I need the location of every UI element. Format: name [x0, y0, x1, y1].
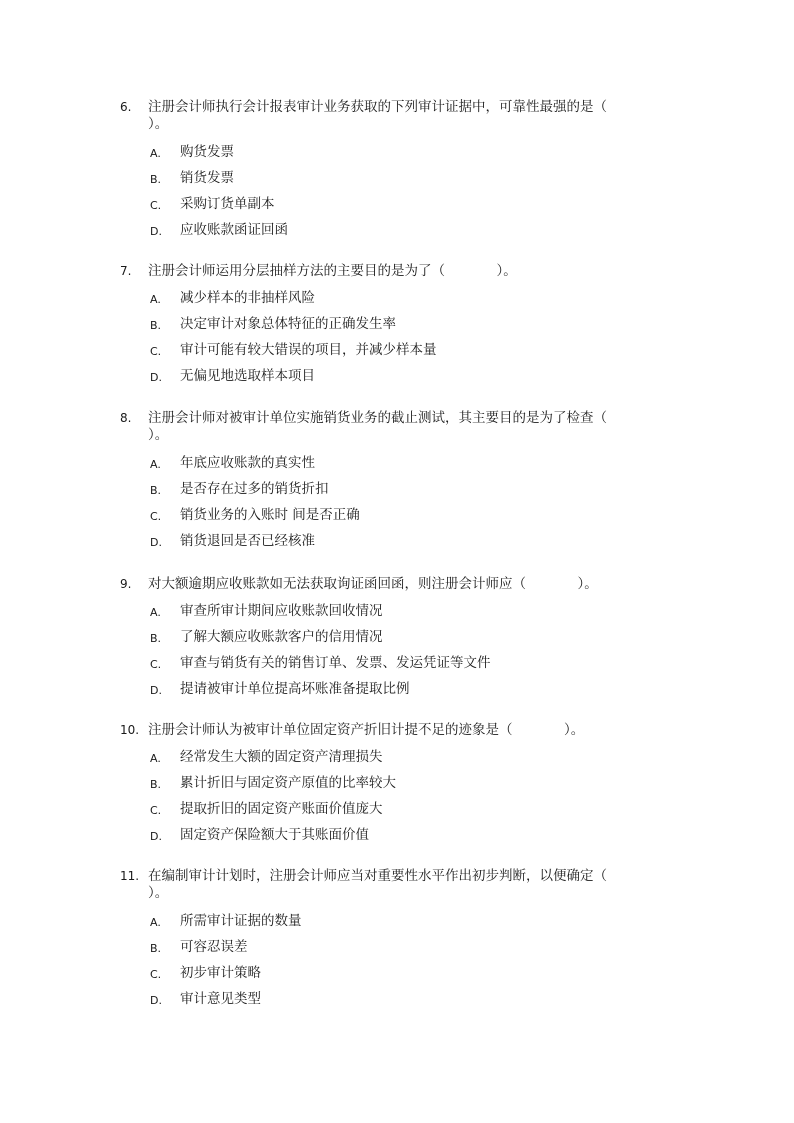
option-text: 初步审计策略	[180, 965, 261, 981]
option-a	[120, 603, 640, 629]
option-letter: D.	[150, 371, 162, 384]
question-text: 注册会计师运用分层抽样方法的主要目的是为了（ ）。	[148, 263, 517, 279]
question-text-continued: ）。	[148, 116, 169, 132]
option-d	[120, 827, 640, 853]
option-text: 决定审计对象总体特征的正确发生率	[180, 316, 396, 332]
question-10	[120, 722, 640, 853]
option-letter: B.	[150, 173, 162, 186]
option-letter: C.	[150, 345, 162, 358]
option-list	[120, 144, 640, 248]
option-letter: B.	[150, 484, 162, 497]
option-text: 可容忍误差	[180, 939, 248, 955]
question-text: 注册会计师认为被审计单位固定资产折旧计提不足的迹象是（ ）。	[148, 722, 585, 738]
option-text: 提取折旧的固定资产账面价值庞大	[180, 801, 383, 817]
option-list	[120, 749, 640, 853]
option-letter: C.	[150, 658, 162, 671]
option-letter: C.	[150, 968, 162, 981]
question-7	[120, 263, 640, 394]
question-text: 对大额逾期应收账款如无法获取询证函回函，则注册会计师应（ ）。	[148, 576, 598, 592]
option-text: 销货业务的入账时 间是否正确	[180, 507, 360, 523]
question-6	[120, 99, 640, 248]
option-text: 审查所审计期间应收账款回收情况	[180, 603, 383, 619]
question-text-continued: ）。	[148, 885, 169, 901]
option-a	[120, 144, 640, 170]
option-letter: A.	[150, 147, 161, 160]
option-c	[120, 965, 640, 991]
option-letter: D.	[150, 994, 162, 1007]
option-d	[120, 533, 640, 559]
question-text-continued: ）。	[148, 427, 169, 443]
option-text: 审计意见类型	[180, 991, 261, 1007]
option-a	[120, 749, 640, 775]
option-letter: C.	[150, 804, 162, 817]
question-text: 在编制审计计划时，注册会计师应当对重要性水平作出初步判断，以便确定（	[148, 868, 607, 884]
option-letter: B.	[150, 632, 162, 645]
option-text: 无偏见地选取样本项目	[180, 368, 315, 384]
option-text: 销货发票	[180, 170, 234, 186]
question-text: 注册会计师执行会计报表审计业务获取的下列审计证据中，可靠性最强的是（	[148, 99, 607, 115]
option-letter: D.	[150, 830, 162, 843]
option-b	[120, 629, 640, 655]
question-number: 8.	[120, 411, 132, 425]
option-letter: C.	[150, 510, 162, 523]
option-a	[120, 913, 640, 939]
option-c	[120, 655, 640, 681]
option-d	[120, 681, 640, 707]
option-text: 年底应收账款的真实性	[180, 455, 315, 471]
option-list	[120, 603, 640, 707]
option-letter: B.	[150, 778, 162, 791]
option-d	[120, 222, 640, 248]
option-text: 减少样本的非抽样风险	[180, 290, 315, 306]
option-text: 是否存在过多的销货折扣	[180, 481, 329, 497]
option-c	[120, 196, 640, 222]
option-letter: A.	[150, 458, 161, 471]
option-letter: A.	[150, 293, 161, 306]
option-d	[120, 991, 640, 1017]
question-8	[120, 410, 640, 559]
option-letter: B.	[150, 319, 162, 332]
question-9	[120, 576, 640, 707]
question-number: 6.	[120, 100, 132, 114]
question-number: 7.	[120, 264, 132, 278]
option-a	[120, 290, 640, 316]
option-list	[120, 455, 640, 559]
option-list	[120, 913, 640, 1017]
option-letter: D.	[150, 684, 162, 697]
option-letter: A.	[150, 752, 161, 765]
option-text: 应收账款函证回函	[180, 222, 288, 238]
option-a	[120, 455, 640, 481]
question-text: 注册会计师对被审计单位实施销货业务的截止测试，其主要目的是为了检查（	[148, 410, 607, 426]
option-text: 所需审计证据的数量	[180, 913, 302, 929]
option-letter: C.	[150, 199, 162, 212]
question-number: 9.	[120, 577, 132, 591]
option-letter: B.	[150, 942, 162, 955]
option-text: 了解大额应收账款客户的信用情况	[180, 629, 383, 645]
option-d	[120, 368, 640, 394]
option-text: 提请被审计单位提高坏账准备提取比例	[180, 681, 410, 697]
option-text: 审查与销货有关的销售订单、发票、发运凭证等文件	[180, 655, 491, 671]
option-c	[120, 342, 640, 368]
option-text: 审计可能有较大错误的项目，并减少样本量	[180, 342, 437, 358]
question-number: 11.	[120, 869, 140, 883]
option-text: 销货退回是否已经核准	[180, 533, 315, 549]
option-b	[120, 775, 640, 801]
question-11	[120, 868, 640, 1017]
question-number: 10.	[120, 723, 140, 737]
option-list	[120, 290, 640, 394]
option-letter: A.	[150, 606, 161, 619]
option-b	[120, 939, 640, 965]
option-letter: D.	[150, 225, 162, 238]
option-b	[120, 170, 640, 196]
option-text: 累计折旧与固定资产原值的比率较大	[180, 775, 396, 791]
option-text: 固定资产保险额大于其账面价值	[180, 827, 369, 843]
option-text: 购货发票	[180, 144, 234, 160]
option-b	[120, 316, 640, 342]
option-text: 采购订货单副本	[180, 196, 275, 212]
option-text: 经常发生大额的固定资产清理损失	[180, 749, 383, 765]
option-letter: D.	[150, 536, 162, 549]
option-c	[120, 507, 640, 533]
option-b	[120, 481, 640, 507]
option-letter: A.	[150, 916, 161, 929]
option-c	[120, 801, 640, 827]
